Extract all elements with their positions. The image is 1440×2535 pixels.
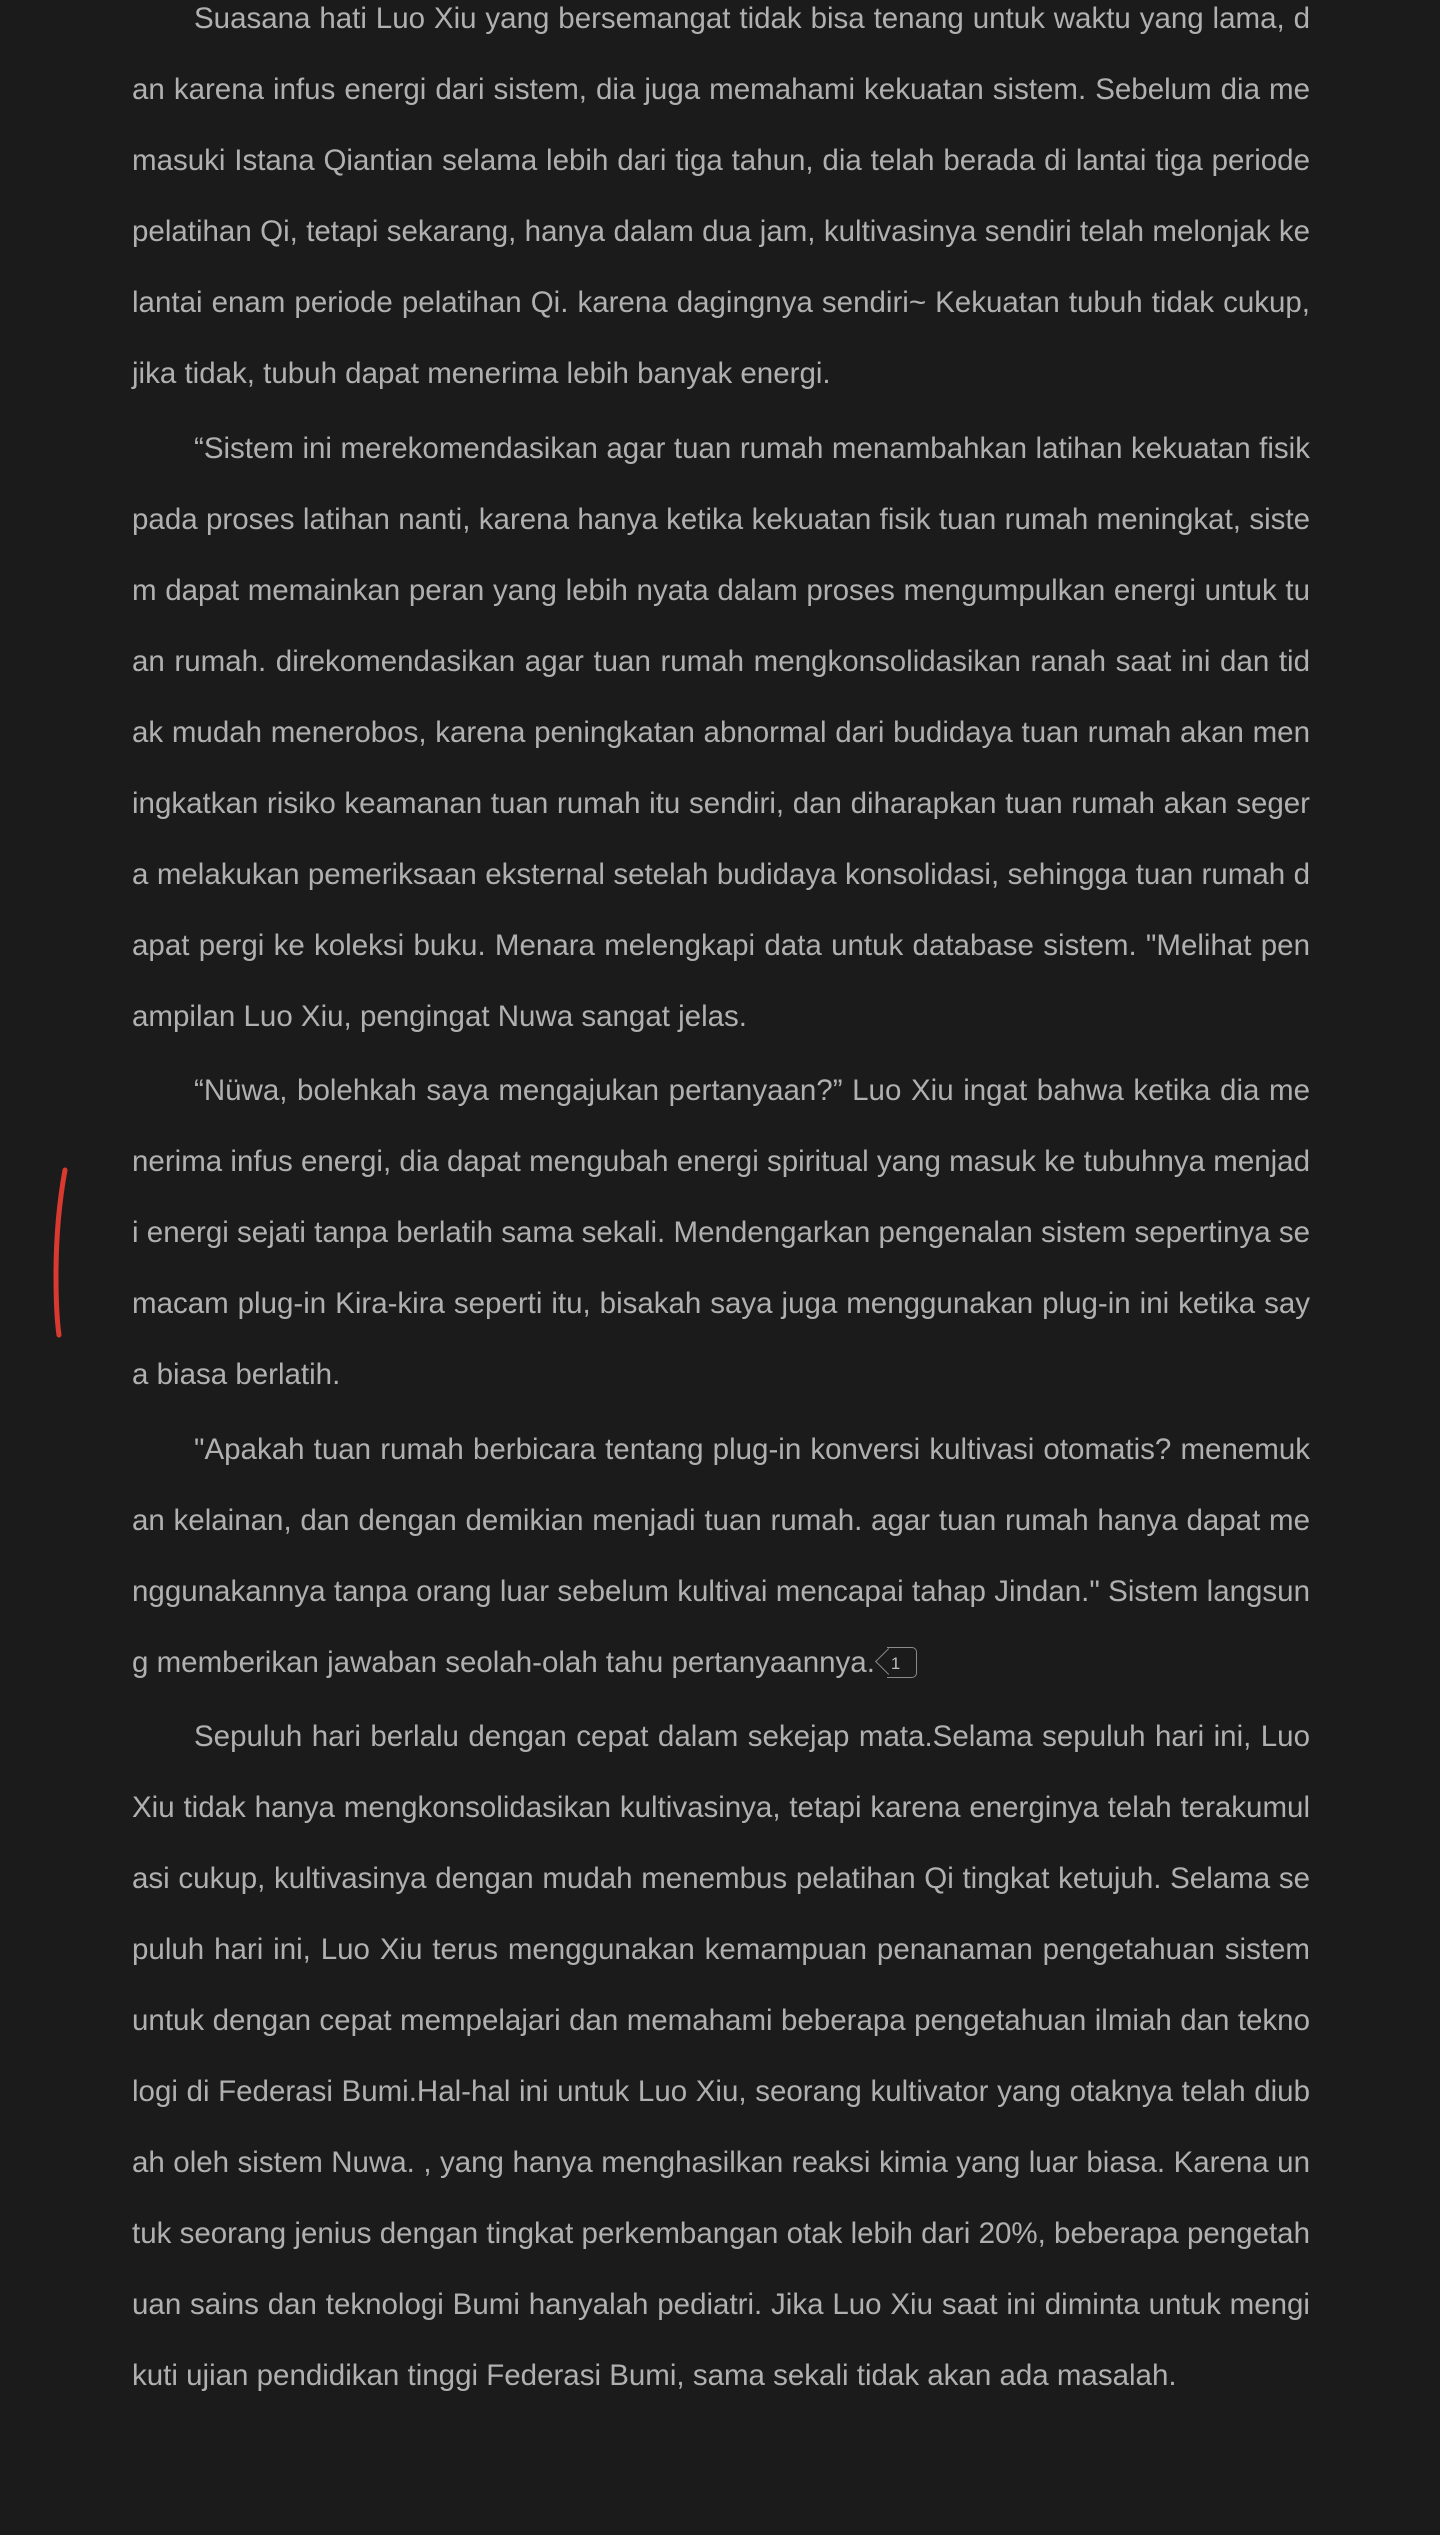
paragraph-comment-count-badge[interactable]: 1 xyxy=(887,1647,917,1678)
highlight-stroke xyxy=(56,1170,65,1335)
paragraph-text: “Nüwa, bolehkah saya mengajukan pertanyaan?” Luo Xiu ingat bahwa ketika dia menerima infus energi, dia dapat mengubah energi spiritual yang masuk ke tubuhnya menjadi energi sejati tanpa berlatih sama sekali. Mendengarkan pengenalan sistem sepertinya semacam plug-in Kira-kira seperti itu, bisakah saya juga menggunakan plug-in ini ketika saya biasa berlatih. xyxy=(132,1074,1310,1391)
paragraph xyxy=(132,1701,1310,2411)
paragraph-text: "Apakah tuan rumah berbicara tentang plug-in konversi kultivasi otomatis? menemukan kelainan, dan dengan demikian menjadi tuan rumah. agar tuan rumah hanya dapat menggunakannya tanpa orang luar sebelum kultivai mencapai tahap Jindan." Sistem langsung memberikan jawaban seolah-olah tahu pertanyaannya. xyxy=(132,1432,1310,1679)
paragraph-text: “Sistem ini merekomendasikan agar tuan rumah menambahkan latihan kekuatan fisik pada proses latihan nanti, karena hanya ketika kekuatan fisik tuan rumah meningkat, sistem dapat memainkan peran yang lebih nyata dalam proses mengumpulkan energi untuk tuan rumah. direkomendasikan agar tuan rumah mengkonsolidasikan ranah saat ini dan tidak mudah menerobos, karena peningkatan abnormal dari budidaya tuan rumah akan meningkatkan risiko keamanan tuan rumah itu sendiri, dan diharapkan tuan rumah akan segera melakukan pemeriksaan eksternal setelah budidaya konsolidasi, sehingga tuan rumah dapat pergi ke koleksi buku. Menara melengkapi data untuk database sistem. "Melihat penampilan Luo Xiu, pengingat Nuwa sangat jelas. xyxy=(132,431,1310,1033)
paragraph-text: Sepuluh hari berlalu dengan cepat dalam sekejap mata.Selama sepuluh hari ini, Luo Xiu tidak hanya mengkonsolidasikan kultivasinya, tetapi karena energinya telah terakumulasi cukup, kultivasinya dengan mudah menembus pelatihan Qi tingkat ketujuh. Selama sepuluh hari ini, Luo Xiu terus menggunakan kemampuan penanaman pengetahuan sistem untuk dengan cepat mempelajari dan memahami beberapa pengetahuan ilmiah dan teknologi di Federasi Bumi.Hal-hal ini untuk Luo Xiu, seorang kultivator yang otaknya telah diubah oleh sistem Nuwa. , yang hanya menghasilkan reaksi kimia yang luar biasa. Karena untuk seorang jenius dengan tingkat perkembangan otak lebih dari 20%, beberapa pengetahuan sains dan teknologi Bumi hanyalah pediatri. Jika Luo Xiu saat ini diminta untuk mengikuti ujian pendidikan tinggi Federasi Bumi, sama sekali tidak akan ada masalah. xyxy=(132,1720,1310,2392)
paragraph-text: Suasana hati Luo Xiu yang bersemangat tidak bisa tenang untuk waktu yang lama, dan karena infus energi dari sistem, dia juga memahami kekuatan sistem. Sebelum dia memasuki Istana Qiantian selama lebih dari tiga tahun, dia telah berada di lantai tiga periode pelatihan Qi, tetapi sekarang, hanya dalam dua jam, kultivasinya sendiri telah melonjak ke lantai enam periode pelatihan Qi. karena dagingnya sendiri~ Kekuatan tubuh tidak cukup, jika tidak, tubuh dapat menerima lebih banyak energi. xyxy=(132,2,1310,390)
highlight-mark-icon xyxy=(46,1163,70,1343)
paragraph xyxy=(132,1055,1310,1410)
reader-content xyxy=(132,0,1310,2415)
paragraph xyxy=(132,0,1310,409)
paragraph xyxy=(132,1414,1310,1698)
paragraph xyxy=(132,413,1310,1052)
